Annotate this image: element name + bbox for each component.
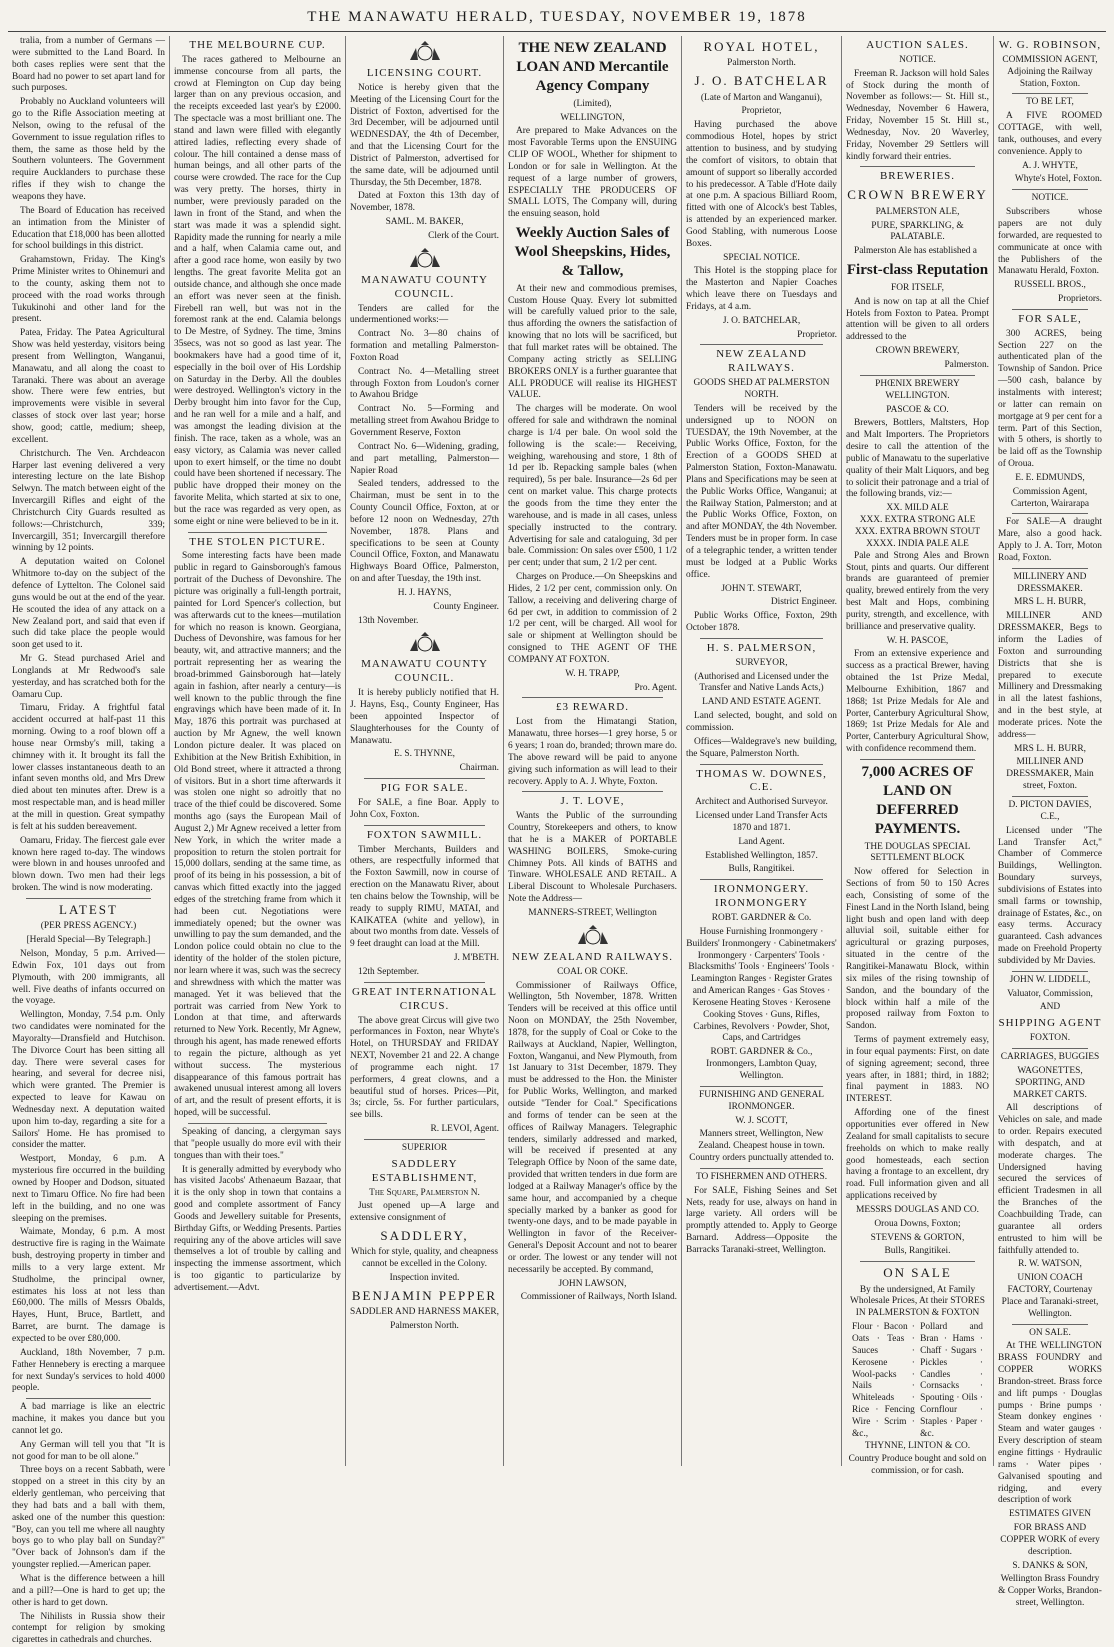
divider <box>1012 796 1088 797</box>
circus-heading: GREAT INTERNATIONAL CIRCUS. <box>352 985 497 1012</box>
railways-subheading: COAL OR COKE. <box>557 966 628 977</box>
paragraph: Some interesting facts have been made public in regard to Gainsborough's famous portrait of the Duchess of Devonshire. The picture was originally a full-length portrait, painted for Lord Spencer's collection, but was afterwards cut to the knees—mutilation for which no reason is known. Georgiana, Duchess of Devonshire, was famous for her beauty, wit, and attractive manners; and the portrait representing her as wearing the broad-brimmed Gainsborough hat—lately again in fashion, after nearly a century—is well known to the public through the fine engravings which have been made of it. In May, 1876 this portrait was purchased at auction by Mr Agnew, the well known London picture dealer. It was placed on Exhibition at the New British Exhibition, in Old Bond street, where it attracted a throng of visitors. But in a short time afterwards it was stolen one night so adroitly that no trace of the thief could be discovered. Some months ago (says the European Mail of August 2,) Mr Agnew received a letter from New York, in which the writer made a proposition to return the stolen portrait for 15,000 dollars, sending at the same time, as proof of its being in his possession, a bit of canvas which fitted exactly into the jagged edges of the stretching frame from which it had been cut. Negotiations were immediately opened; but the owner was unwilling to pay the sum demanded, and the London police could obtain no clue to the identity of the holder of the stolen picture, nor learn where it was, such was the secrecy and shrewdness with which the matter was managed. Yet it was believed that the portrait was carried from New York to London at that time, and afterwards returned to New York. Recently, Mr Agnew, through his agent, has made renewed efforts to regain the picture, although as yet without success. The mysterious disappearance of this famous portrait has awakened unusual interest among all lovers of art, and the result of present efforts, it is hoped, will be successful. <box>174 551 341 1119</box>
divider <box>188 532 327 533</box>
acres-heading: THE DOUGLAS SPECIAL SETTLEMENT BLOCK <box>864 841 971 864</box>
signature-place: Palmerston. <box>944 360 989 371</box>
paragraph: Pale and Strong Ales and Brown Stout, pints and quarts. Our different brands are guaranteed of premier quality, brewed entirely from the very best Malt and Hops, combining purity, strength, and excellence, with brilliance and preservative quality. <box>846 550 989 632</box>
paragraph: Are prepared to Make Advances on the most Favorable Terms upon the ENSUING CLIP OF WOOL, Whether for shipment to London or for sale in Wellington. At the request of a large number of growers, ESPECIALLY THE PRODUCERS OF SMALL LOTS, The Company will, during the ensuing season, hold <box>508 126 677 220</box>
column-6 <box>842 36 994 1477</box>
signature: R. W. WATSON, <box>1018 1259 1082 1270</box>
shipping-agent-display: SHIPPING AGENT <box>998 1017 1102 1030</box>
goods-column-right: Pollard and Bran · Hams · Chaff · Sugars · Pickles · Candles · Cornsacks · Spouting · Oils · Cornflour · Staples · Paper · &c. <box>920 1322 983 1439</box>
notice-heading: SPECIAL NOTICE. <box>723 252 800 263</box>
paragraph: Auckland, 18th November, 7 p.m. Father Hennebery is erecting a marquee for next Sunday's services to hold 4000 people. <box>12 1347 165 1394</box>
divider <box>860 375 975 376</box>
signature-title: Wellington Brass Foundry & Copper Works, Brandon-street, Wellington. <box>998 1574 1102 1609</box>
divider <box>700 879 823 880</box>
paragraph: This Hotel is the stopping place for the Masterton and Napier Coaches which leave there on Tuesdays and Fridays, at 4 a.m. <box>686 266 837 312</box>
signature: E. S. THYNNE, <box>393 749 456 760</box>
robinson-heading: W. G. ROBINSON, <box>998 39 1102 51</box>
paragraph: The races gathered to Melbourne an immense concourse from all parts, the crowd at Flemington on Cup day being larger than on any previous occasion, and the receipts exceeded last year's by £2000. The spectacle was a most brilliant one. The stand and lawn were filled with elegantly attired ladies, reflecting every shade of colour. The hill contained a dense mass of human beings, and all other parts of the course were crowded. The race for the Cup was very pretty. The horses, thirty in number, were previously paraded on the lawn in front of the Stand, and when the start was made it was a splendid sight. Rapidity made the running for nearly a mile and a half, when Calamia came out, and after a good race home, won easily by two lengths. The great favorite Melita got an outside chance, and although she once made an effort was never seen at the finish. Firebell ran well, but was not in the foremost rank at the end. Calamia belongs to De Mestre, of Sydney. The time, 3mins 35secs, was not so good as last year. The bookmakers have had a good time of it, especially in the boil over of His Lordship on Saturday in the Derby. All the doubles were destroyed. Wellington's victory in the Derby brought him into favor for the Cup, and he ran well for a mile and a half, and was amongst the leading division at the finish. The race, taken as a whole, was an easy victory, as Calamia was never called upon to exert himself, or the time no doubt could have been shortened if necessary. The public have dropped their money on the favorite Melita, which started at six to one, but the race was regarded as very open, as some eight or nine were believed to be in it. <box>174 54 341 527</box>
paragraph: Affording one of the finest opportunities ever offered in New Zealand for small capitalists to secure freeholds on which to make really good homesteads, each section having a frontage to an excellent, dry road. Full information given and all applications received by <box>846 1108 989 1202</box>
list-item: XXX. EXTRA STRONG ALE <box>859 515 976 526</box>
on-sale-heading: ON SALE <box>883 1265 952 1281</box>
paragraph: Having purchased the above commodious Hotel, hopes by strict attention to business, and by studying the comfort of visitors, to obtain that amount of support so liberally accorded to his predecessor. A Table d'Hote daily at one p.m. A spacious Billiard Room, fitted with one of Alcock's best Tables, is attended by an experienced marker. Good Stabling, with numerous Loose Boxes. <box>686 120 837 249</box>
divider <box>1012 568 1088 569</box>
date: 12th September. <box>358 966 419 977</box>
paragraph: At THE WELLINGTON BRASS FOUNDRY and COPPER WORKS Brandon-street. Brass force and lift pumps · Douglas pumps · Brine pumps · Steam donkey engines · Steam and water gauges · Every description of steam engine fittings · Hydraulic rams · Water pipes · Galvanised spouting and ridging, and every description of work <box>998 1341 1102 1506</box>
signature-place: Whyte's Hotel, Foxton. <box>1014 174 1102 185</box>
signature: JOHN LAWSON, <box>558 1278 627 1289</box>
divider <box>1012 309 1088 310</box>
column-3 <box>346 36 504 1466</box>
contract-item: Contract No. 4—Metalling street through Foxton from Loudon's corner to Awahou Bridge <box>350 366 499 401</box>
latest-heading: LATEST <box>59 901 118 917</box>
royal-crest-icon <box>406 631 444 655</box>
sawmill-heading: FOXTON SAWMILL. <box>366 828 483 841</box>
paragraph: Grahamstown, Friday. The King's Prime Minister writes to Ohinemuri and to the county, asking them not to proceed with the road works through Tukukinohi and other land for the present. <box>12 255 165 325</box>
hotel-place: Palmerston North. <box>727 58 796 69</box>
crown-brewery-heading: CROWN BREWERY <box>847 187 988 203</box>
column-2 <box>170 36 346 1466</box>
wool-sales-display: Weekly Auction Sales of Wool Sheepskins, Hides, & Tallow, <box>514 225 671 279</box>
paragraph: Probably no Auckland volunteers will go to the Rifle Association meeting at Nelson, owing to the refusal of the Government to issue regulation rifles to them, the same as those held by the Southern volunteers. The Government require Aucklanders to purchase these rifles if they wish to change the weapons they have. <box>12 97 165 202</box>
paragraph: Sealed tenders, addressed to the Chairman, must be sent in to the County Council Office, Foxton, at or before 12 noon on Wednesday, 27th November, 1878. Plans and specifications to be seen at County Council Office, Foxton, and Manawatu Highways Board Office, Palmerston, on and after Tuesday, the 19th inst. <box>350 479 499 585</box>
signature: ROBT. GARDNER & Co., Ironmongers, Lambton Quay, Wellington. <box>706 1047 817 1081</box>
loan-company-place: WELLINGTON, <box>560 112 625 123</box>
saddlery-heading: SUPERIOR <box>401 1142 448 1153</box>
hotel-heading: ROYAL HOTEL, <box>703 39 820 54</box>
column-5 <box>682 36 842 1466</box>
signature-title: District Engineer. <box>770 597 837 608</box>
date: 13th November. <box>358 615 419 626</box>
paragraph: Valuator, Commission, <box>1007 988 1093 999</box>
saddlery-display: SADDLERY, <box>380 1228 469 1244</box>
paragraph: A bad marriage is like an electric machine, it makes you dance but you cannot let go. <box>12 1402 165 1436</box>
signature: ROBT. GARDNER & Co. <box>711 913 812 924</box>
signature: MRS L. H. BURR, <box>1014 597 1086 608</box>
divider <box>364 1139 485 1140</box>
latest-subheading: (PER PRESS AGENCY.) <box>40 921 137 932</box>
column-7 <box>994 36 1106 1609</box>
breweries-heading: BREWERIES. <box>879 170 956 183</box>
signature-title: Commissioner of Railways, North Island. <box>520 1292 677 1303</box>
ale-list <box>846 503 989 550</box>
signature-title: Clerk of the Court. <box>428 230 499 241</box>
divider <box>522 791 663 792</box>
paragraph: Palmerston Ale has established a <box>854 246 977 257</box>
signature-title: Proprietors. <box>1057 294 1102 305</box>
signature: THYNNE, LINTON & CO. <box>864 1440 971 1451</box>
divider <box>1012 513 1088 514</box>
signature-title: Proprietor. <box>797 329 837 340</box>
paragraph: FOR ITSELF, <box>891 282 944 293</box>
notice-heading: NOTICE. <box>1031 193 1069 204</box>
paragraph: PALMERSTON ALE, <box>875 206 960 217</box>
hotel-owner: J. O. BATCHELAR <box>694 73 829 89</box>
signature-title: SADDLER AND HARNESS MAKER, <box>350 1307 499 1318</box>
paragraph: MILLINER AND DRESSMAKER, Begs to inform the Ladies of Foxton and surrounding Districts that she is prepared to execute Millinery and Dressmaking in all the latest fashions, and in the best style, at moderate prices. Note the address— <box>998 611 1102 740</box>
divider <box>364 778 485 779</box>
paragraph: LAND AND ESTATE AGENT. <box>702 697 821 708</box>
list-item: XXXX. INDIA PALE ALE <box>866 538 969 549</box>
signature: JOHN T. STEWART, <box>721 583 802 594</box>
paragraph: FOR BRASS AND COPPER WORK of every description. <box>1000 1523 1100 1557</box>
divider <box>700 1168 823 1169</box>
paragraph: It is generally admitted by everybody who has visited Jacobs' Athenaeum Bazaar, that it is the only shop in town that contains a good and complete assortment of Fancy Goods and Jewellery suitable for Presents, Birthday Gifts, or Wedding Presents. Parties requiring any of the above articles will save themselves a lot of trouble by calling and inspecting the immense assortment, which is too gigantic to particularize by advertisement.—Advt. <box>174 1164 341 1293</box>
royal-crest-icon <box>406 247 444 271</box>
paragraph: Speaking of dancing, a clergyman says that "people usually do more evil with their tongues than with their toes." <box>174 1126 341 1161</box>
article-heading: THE MELBOURNE CUP. <box>189 39 326 51</box>
paragraph: Christchurch. The Ven. Archdeacon Harper last evening delivered a very interesting lecture on the late Bishop Selwyn. The match between eight of the Invercargill Rifles and eight of the Christchurch City Guards resulted as follows:—Christchurch, 339; Invercargill, 351; Invercargill therefore winning by 12 points. <box>12 448 165 554</box>
list-item: XXX. EXTRA BROWN STOUT <box>854 526 981 537</box>
paragraph: Established Wellington, 1857. <box>705 850 818 861</box>
contract-item: Contract No. 6—Widening, grading, and part metalling, Palmerston—Napier Road <box>350 441 499 476</box>
reward-heading: £3 REWARD. <box>556 701 629 714</box>
paragraph: 300 ACRES, being Section 227 on the authenticated plan of the Township of Sandon. Price —500 cash, balance by instalments with interest; or latter can remain on mortgage at 9 per cent for a term. Part of this Section, with 5 others, is shortly to be laid off as the Township of Oroua. <box>998 328 1102 470</box>
paragraph: For SALE, a fine Boar. Apply to John Cox, Foxton. <box>350 797 499 820</box>
signature: J. M'BETH. <box>453 953 499 964</box>
signature-title: County Engineer. <box>433 601 499 612</box>
signature-title: UNION COACH FACTORY, Courtenay Place and Taranaki-street, Wellington. <box>1001 1273 1099 1319</box>
paragraph: Mr G. Stead purchased Ariel and Longlands at Mr Redwood's sale yesterday, and has scratched both for the Oamaru Cup. <box>12 654 165 700</box>
column-1 <box>8 36 170 1646</box>
paragraph: (Authorised and Licensed under the Transfer and Native Lands Acts,) <box>694 671 829 694</box>
signature: SAML. M. BAKER, <box>385 217 464 228</box>
paragraph: Inspection invited. <box>389 1273 460 1284</box>
signature: BENJAMIN PEPPER <box>351 1287 498 1303</box>
millinery-heading: MILLINERY AND DRESSMAKER. <box>1013 571 1087 594</box>
paragraph: Land selected, bought, and sold on commission. <box>686 711 837 733</box>
fishermen-heading: TO FISHERMEN AND OTHERS. <box>695 1171 828 1182</box>
paragraph: Subscribers whose papers are not duly forwarded, are requested to communicate at once with the Publishers of the Manawatu Herald, Foxton. <box>998 207 1102 277</box>
paragraph: Lost from the Himatangi Station, Manawatu, three horses—1 grey horse, 5 or 6 years; 1 roan do, branded; thrown mare do. The above reward will be paid to anyone giving such information as will lead to their recovery. Apply to A. J. Whyte, Foxton. <box>508 717 677 787</box>
paragraph: Dated at Foxton this 13th day of November, 1878. <box>350 191 499 214</box>
divider <box>1012 93 1088 94</box>
railways-subheading: GOODS SHED AT PALMERSTON NORTH. <box>693 378 830 401</box>
davies-heading: D. PICTON DAVIES, C.E., <box>1008 799 1092 822</box>
signature-title: Pro. Agent. <box>634 682 677 693</box>
divider <box>188 1123 327 1124</box>
signature-place: Palmerston North. <box>390 1321 459 1332</box>
to-let-heading: TO BE LET, <box>1026 97 1074 108</box>
divider <box>364 825 485 826</box>
paragraph: Offices—Waldegrave's new building, the Square, Palmerston North. <box>686 736 837 759</box>
paragraph: tralia, from a number of Germans — were submitted to the Land Board. In both cases replies were sent that the Board had no power to set apart land for such purposes. <box>12 36 165 94</box>
divider <box>26 1398 151 1399</box>
divider <box>700 638 823 639</box>
divider <box>860 759 975 760</box>
signature: MRS L. H. BURR, <box>1014 743 1086 754</box>
divider <box>1012 1048 1088 1049</box>
divider <box>1012 189 1088 190</box>
paragraph: Commissioner of Railways Office, Wellington, 5th November, 1878. Written Tenders will be received at this office until Noon on MONDAY, the 25th November, 1878, for the supply of Coal or Coke to the Railways at Auckland, Napier, Wellington, Foxton, Wanganui, and New Plymouth, from 1st January to 31st December, 1879. They must be addressed to the Hon. the Minister for Public Works, Wellington, and marked outside "Tender for Coal." Specifications and forms of tender can be seen at the offices of Railway Managers. Telegraphic tenders, similarly addressed and marked, will be received if presented at any Telegraph Office by Noon of the same date, provided that written tenders in due form are lodged at a Railway Manager's office by the same hour, and accompanied by a cheque specially marked by a banker as good for twenty-one days, and to be made payable in Wellington in favor of the Receiver-General's Deposit Account and not to bearer or order. The lowest or any tender will not necessarily be accepted. By command, <box>508 980 677 1275</box>
column-4 <box>504 36 682 1466</box>
railways-heading: NEW ZEALAND RAILWAYS. <box>716 348 807 375</box>
columns <box>8 36 1106 1646</box>
paragraph: Westport, Monday, 6 p.m. A mysterious fire occurred in the building owned by Hooper and Dodson, situated next to Timaru Office. No fire had been left in the building, and no one was sleeping on the premises. <box>12 1154 165 1224</box>
divider <box>364 982 485 983</box>
saddlery-address: The Square, Palmerston N. <box>369 1187 480 1198</box>
paragraph: Licensed under "The Land Transfer Act," Chamber of Commerce Buildings, Wellington. Boundary surveys, subdivisions of Estates into small farms or township, drainage of Estates, &c., on easy terms. Accuracy guaranteed. Cash advances made on Freehold Property subdivided by Mr Davies. <box>998 825 1102 966</box>
paragraph: Wellington, Monday, 7.54 p.m. Only two candidates were nominated for the Mayoralty—Dransfield and Hutchison. The Divorce Court has been sitting all day. There were several cases for hearing, and several for decree nisi, which were granted. The Premier is expected to leave for Kawau on Wednesday next. A deputation waited upon him to-day, regarding a site for a Sailors' Home. He has promised to consider the matter. <box>12 1010 165 1151</box>
loan-company-sub: (Limited), <box>573 98 612 109</box>
paragraph: Brewers, Bottlers, Maltsters, Hop and Malt Importers. The Proprietors desire to call the attention of the public of Manawatu to the superlative quality of their Malt Liquors, and beg to solicit their patronage and a trial of the following brands, viz:— <box>846 418 989 500</box>
paragraph: A deputation waited on Colonel Whitmore to-day on the subject of the defence of Lyttelton. The Colonel said guns would be out at the end of the year. He scouted the idea of any attack on a New Zealand port, and said that even if such did take place the people would soon get used to it. <box>12 557 165 651</box>
divider <box>522 697 663 698</box>
paragraph: Manners street, Wellington, New Zealand. Cheapest house in town. Country orders punctually attended to. <box>689 1129 834 1164</box>
hotel-late: (Late of Marton and Wanganui), <box>700 92 823 103</box>
for-sale-heading: FOR SALE, <box>1018 312 1082 325</box>
auction-heading: AUCTION SALES. <box>866 39 969 51</box>
divider <box>700 764 823 765</box>
signature-title: Chairman. <box>459 763 499 774</box>
paragraph: For SALE, Fishing Seines and Set Nets, ready for use, always on hand in large variety. All orders will be promptly attended to. Apply to George Barnard. Address—Opposite the Barracks Taranaki-street, Wellington. <box>686 1185 837 1255</box>
saddlery-heading: SADDLERY ESTABLISHMENT, <box>371 1157 478 1184</box>
signature: CROWN BREWERY, <box>875 346 960 357</box>
carriages-subheading: WAGONETTES, SPORTING, AND MARKET CARTS. <box>1013 1065 1087 1100</box>
royal-crest-icon <box>574 924 612 948</box>
paragraph: The charges will be moderate. On wool offered for sale and withdrawn the nominal charge is 1/4 per bale. On wool sold the following is the scale:— Receiving, weighing, warehousing and store, 1 8th of 1d per lb. Repacking sample bales (when required), 5s per bale. Insurance—2s 6d per cent on market value. This charge protects the goods from the time they enter the warehouse, and is made in all cases, unless specially instructed to the contrary. Advertising for sale and cataloguing, 3d per bale. Commission: On sales over £500, 1 1/2 per cent; under that sum, 2 1/2 per cent. <box>508 404 677 569</box>
paragraph: Tenders are called for the undermentioned works:— <box>350 303 499 326</box>
divider <box>700 1086 823 1087</box>
ironmongery-list: House Furnishing Ironmongery · Builders' Ironmongery · Cabinetmakers' Ironmongery · Carpenters' Tools · Blacksmiths' Tools · Engineers' Tools · Leamington Ranges · Register Grates and American Ranges · Gas Stoves · Kerosene Heating Stoves · Kerosene Cooking Stoves · Guns, Rifles, Carbines, Revolvers · Powder, Shot, Caps, and Cartridges <box>686 926 837 1044</box>
contract-item: Contract No. 3—80 chains of formation and metalling Palmerston-Foxton Road <box>350 329 499 363</box>
architect-heading: THOMAS W. DOWNES, C.E. <box>696 767 827 794</box>
paragraph: Architect and Authorised Surveyor. <box>695 797 828 808</box>
paragraph: Licensed under Land Transfer Acts 1870 and 1871. <box>695 811 828 833</box>
list-item: XX. MILD ALE <box>886 503 949 514</box>
paragraph: Any German will tell you that "It is not good for man to be oll alone." <box>12 1439 165 1462</box>
paragraph: Land Agent. <box>738 836 785 847</box>
notice-heading: NOTICE. <box>899 54 936 65</box>
ironmongery-heading: IRONMONGERY. IRONMONGERY <box>713 883 810 910</box>
brass-sale-heading: ON SALE. <box>1029 1327 1071 1338</box>
paragraph: Country Produce bought and sold on commission, or for cash. <box>848 1454 987 1477</box>
paragraph: AND <box>1039 1002 1061 1013</box>
signature: A. J. WHYTE, <box>1022 160 1078 171</box>
paragraph: Freeman R. Jackson will hold Sales of Stock during the month of November as follows:— St. Hill st., Wednesday, November 6 Hawera, Friday, November 15 St. Hill st., Wednesday, Nov. 20 Waverley, Friday, November 29 Settlers will kindly forward their entries. <box>846 68 989 162</box>
reputation-display: First-class Reputation <box>846 262 989 279</box>
paragraph: MILLINER AND DRESSMAKER, Main street, Foxton. <box>1006 757 1094 792</box>
railways-heading: NEW ZEALAND RAILWAYS. <box>511 950 674 963</box>
paragraph: Timaru, Friday. A frightful fatal accident occurred at half-past 11 this morning. Owing to a roof blown off a house near Ormsby's mill, taking a chimney with it. It brought its fall the lower classes instantaneous death to an infant seven months old, and Mrs Drew died about ten minutes after. Drew is a most respectable man, and is head miller at the mill in question. Great sympathy is felt at his sudden bereavement. <box>12 703 165 832</box>
paragraph: Wants the Public of the surrounding Country, Storekeepers and others, to know that he is a MAKER of PORTABLE WASHING BOILERS, Smoke-curing Chimney Pots. All kinds of BATHS and Tinware. WHOLESALE AND RETAIL. A Liberal Discount to Wholesale Purchasers. Note the Address— <box>508 811 677 905</box>
pig-heading: PIG FOR SALE. <box>380 782 469 795</box>
paragraph: COMMISSION AGENT, Adjoining the Railway Station, Foxton. <box>1002 54 1098 89</box>
paragraph: Timber Merchants, Builders and others, are respectfully informed that the Foxton Sawmill, now in course of erection on the Manawatu River, about ten chains below the Township, will be ready to supply RIMU, MATAI, and KAIKATEA (white and yellow), in about two months from date. Vessels of 9 feet draught can load at the Mill. <box>350 844 499 950</box>
licensing-heading: LICENSING COURT. <box>366 67 483 79</box>
surveyor-heading: H. S. PALMERSON, <box>706 641 817 654</box>
signature: E. E. EDMUNDS, <box>1015 472 1085 483</box>
masthead: THE MANAWATU HERALD, TUESDAY, NOVEMBER 19, 1878 <box>8 6 1106 32</box>
paragraph: Now offered for Selection in Sections of from 50 to 150 Acres each, Consisting of some of the Finest Land in the North Island, being light bush and open land with deep alluvial soil, suitable either for agricultural or grazing purposes, situated in the centre of the Rangitikei-Manawatu Block, within six miles of the rising township of Sandon, and the boundary of the block within half a mile of the proposed railway from Foxton to Sandon. <box>846 867 989 1032</box>
goods-column-left: Flour · Bacon · Oats · Teas · Sauces · Kerosene · Wool-packs · Nails · Whiteleads · Rice · Fencing Wire · Scrim · &c., <box>852 1322 915 1439</box>
signature: H. J. HAYNS, <box>397 587 452 598</box>
council-heading: MANAWATU COUNTY COUNCIL. <box>361 658 488 685</box>
divider <box>1012 971 1088 972</box>
acres-display: 7,000 ACRES OF LAND ON DEFERRED PAYMENTS. <box>861 764 974 837</box>
signature: W. J. SCOTT, <box>735 1115 788 1126</box>
paragraph: Oamaru, Friday. The fiercest gale ever known here raged to-day. The windows were blown in and houses unroofed and blown down. Two men had their legs broken. The wind is now moderating. <box>12 835 165 894</box>
loan-company-heading: THE NEW ZEALAND LOAN AND Mercantile Agency Company <box>516 40 669 94</box>
paragraph: The Nihilists in Russia show their contempt for religion by smoking cigarettes in cathedrals and churches. <box>12 1611 165 1646</box>
paragraph: Just opened up—A large and extensive consignment of <box>350 1201 499 1224</box>
signature: W. H. TRAPP, <box>565 668 620 679</box>
signature: R. LEVOI, Agent. <box>430 1124 499 1135</box>
contract-item: Contract No. 5—Forming and metalling street from Awahou Bridge to Government Reserve, Foxton <box>350 404 499 438</box>
divider <box>26 898 151 899</box>
divider <box>860 1261 975 1262</box>
paragraph: PURE, SPARKLING, & PALATABLE. <box>871 220 964 243</box>
paragraph: A FIVE ROOMED COTTAGE, with well, tank, outhouses, and every convenience. Apply to <box>998 111 1102 157</box>
paragraph: For SALE—A draught Mare, also a good hack. Apply to J. A. Torr, Moton Road, Foxton. <box>998 517 1102 563</box>
paragraph: Tenders will be received by the undersigned up to NOON on TUESDAY, the 19th November, at the Public Works Office, Foxton, for the Erection of a GOODS SHED at Palmerston Station, Foxton-Manawatu. Plans and Specifications may be seen at the Public Works Office, Wanganui; at the Railway Station, Palmerston; and at the Public Works Office, Foxton, on and after MONDAY, the 4th November. Tenders must be in proper form. In case of a telegraphic tender, a written tender must be lodged at a Public Works office. <box>686 403 837 580</box>
royal-crest-icon <box>406 40 444 64</box>
paragraph: Waimate, Monday, 6 p.m. A most destructive fire is raging in the Waimate bush, destroying property in timber and mills to a very large extent. Mr Studholme, the principal owner, estimates his loss at not less than £60,000. The mills of Messrs Obalds, Hayes, Hunt, Bruce, Bartlett, and Barret, are burnt. The damage is expected to be over £80,000. <box>12 1227 165 1344</box>
signature: J. O. BATCHELAR, <box>722 315 801 326</box>
paragraph: What is the difference between a hill and a pill?—One is hard to get up; the other is hard to get down. <box>12 1574 165 1608</box>
latest-telegraph: [Herald Special—By Telegraph.] <box>26 935 151 946</box>
divider <box>1012 1324 1088 1325</box>
signature-place: Public Works Office, Foxton, 29th October 1878. <box>686 611 837 634</box>
signature: MESSRS DOUGLAS AND CO. <box>856 1204 979 1215</box>
signature: S. DANKS & SON, <box>1012 1560 1088 1571</box>
hotel-prop: Proprietor, <box>741 106 782 117</box>
paragraph: By the undersigned, At Family Wholesale Prices, At their STORES IN PALMERSTON & FOXTON <box>850 1284 985 1319</box>
signature: RUSSELL BROS., <box>1014 280 1086 291</box>
phoenix-heading: PHŒNIX BREWERY WELLINGTON. <box>875 378 960 401</box>
paragraph: Three boys on a recent Sabbath, were stopped on a street in this city by an elderly gentleman, who perceiving that they had bats and a ball with them, asked one of the number this question: "Boy, can you tell me where all naughty boys go to who play ball on Sunday?" "Over back of Johnson's dam if the youngster replied.—American paper. <box>12 1465 165 1571</box>
surveyor-subheading: SURVEYOR, <box>735 657 788 668</box>
divider <box>860 166 975 167</box>
paragraph: Charges on Produce.—On Sheepskins and Hides, 2 1/2 per cent, commission only. On Tallow, a receiving and delivering charge of 6d per cwt, in addition to commission of 2 1/2 per cent, will be charged. All wool for sale or shipment at Wellington should be consigned to THE AGENT OF THE COMPANY AT FOXTON. <box>508 572 677 665</box>
signature-place: Oroua Downs, Foxton; <box>874 1218 961 1229</box>
goods-list <box>846 1322 989 1440</box>
signature: W. H. PASCOE, <box>886 635 949 646</box>
paragraph: The Board of Education has received an intimation from the Minister of Education that £18,000 has been allotted for school buildings in this district. <box>12 205 165 252</box>
paragraph: FOXTON. <box>1029 1033 1071 1044</box>
carriages-heading: CARRIAGES, BUGGIES <box>1000 1052 1100 1063</box>
paragraph: And is now on tap at all the Chief Hotels from Foxton to Patea. Prompt attention will be given to all orders addressed to the <box>846 296 989 343</box>
signature: STEVENS & GORTON, <box>870 1232 965 1243</box>
paragraph: Bulls, Rangitikei. <box>728 864 795 875</box>
paragraph: At their new and commodious premises, Custom House Quay. Every lot submitted will be carefully valued prior to the sale, thus affording the owners the satisfaction of knowing that no lots will be sacrificed, but that full market rates will be obtained. The Company acting strictly as SELLING BROKERS ONLY is a further guarantee that ALL PRODUCE will realise its HIGHEST VALUE. <box>508 283 677 401</box>
signature-place: Bulls, Rangitikei. <box>884 1246 951 1257</box>
paragraph: Patea, Friday. The Patea Agricultural Show was held yesterday, visitors being present from Wellington, Wanganui, Manawatu, and all along the coast to Taranaki. There was about an average show. There were few entries, but improvements were visible in several classes of stock over last year; horse show, good; cattle, medium; sheep, excellent. <box>12 328 165 445</box>
address: MANNERS-STREET, Wellington <box>528 908 657 918</box>
paragraph: Nelson, Monday, 5 p.m. Arrived—Edwin Fox, 101 days out from Plymouth, with 200 immigrants, all well. Five deaths of infants occurred on the voyage. <box>12 948 165 1007</box>
article-heading: THE STOLEN PICTURE. <box>189 535 326 548</box>
paragraph: It is hereby publicly notified that H. J. Hayns, Esq., County Engineer, Has been appointed Inspector of Slaughterhouses for the County of Manawatu. <box>350 688 499 746</box>
paragraph: From an extensive experience and success as a practical Brewer, having obtained the 1st Prize Medal, Melbourne Exhibition, 1867 and 1868; 1st Prize Medals for Ale and Porter, Canterbury Agricultural Show, 1869; 1st Prize Medals for Ale and Porter, Canterbury Agricultural Show, with confidence recommend them. <box>846 649 989 755</box>
estimates-heading: ESTIMATES GIVEN <box>1008 1509 1092 1520</box>
council-heading: MANAWATU COUNTY COUNCIL. <box>361 273 488 300</box>
ironmonger-heading: FURNISHING AND GENERAL IRONMONGER. <box>698 1089 824 1112</box>
paragraph: Notice is hereby given that the Meeting of the Licensing Court for the District of Foxton, advertised for the 3rd December, will be adjourned until WEDNESDAY, the 4th of December, and that the Licensing Court for the District of Palmerston, advertised for the same date, will be adjourned until Thursday, the 5th December, 1878. <box>350 82 499 188</box>
paragraph: Terms of payment extremely easy, in four equal payments: First, on date of signing agreement; second, three years after, in 1881; third, in 1882; final payment in 1883. NO INTEREST. <box>846 1035 989 1105</box>
paragraph: All descriptions of Vehicles on sale, and made to order. Repairs executed with despatch, and at moderate charges. The Undersigned having secured the services of efficient Tradesmen in all the Branches of the Coachbuilding Trade, can guarantee all orders entrusted to him will be faithfully attended to. <box>998 1103 1102 1256</box>
divider <box>700 344 823 345</box>
love-heading: J. T. LOVE, <box>560 795 625 808</box>
paragraph: The above great Circus will give two performances in Foxton, near Whyte's Hotel, on THURSDAY and FRIDAY NEXT, November 21 and 22. A change of programme each night. 17 performers, 4 great clowns, and a beautiful stud of horses. Prices—Pit, 3s; circle, 5s. For further particulars, see bills. <box>350 1015 499 1121</box>
paragraph: Which for style, quality, and cheapness cannot be excelled in the Colony. <box>350 1247 498 1270</box>
signature: PASCOE & CO. <box>886 404 949 415</box>
liddell-heading: JOHN W. LIDDELL, <box>1009 974 1091 985</box>
signature-title: Commission Agent, Carterton, Wairarapa <box>1010 486 1090 509</box>
